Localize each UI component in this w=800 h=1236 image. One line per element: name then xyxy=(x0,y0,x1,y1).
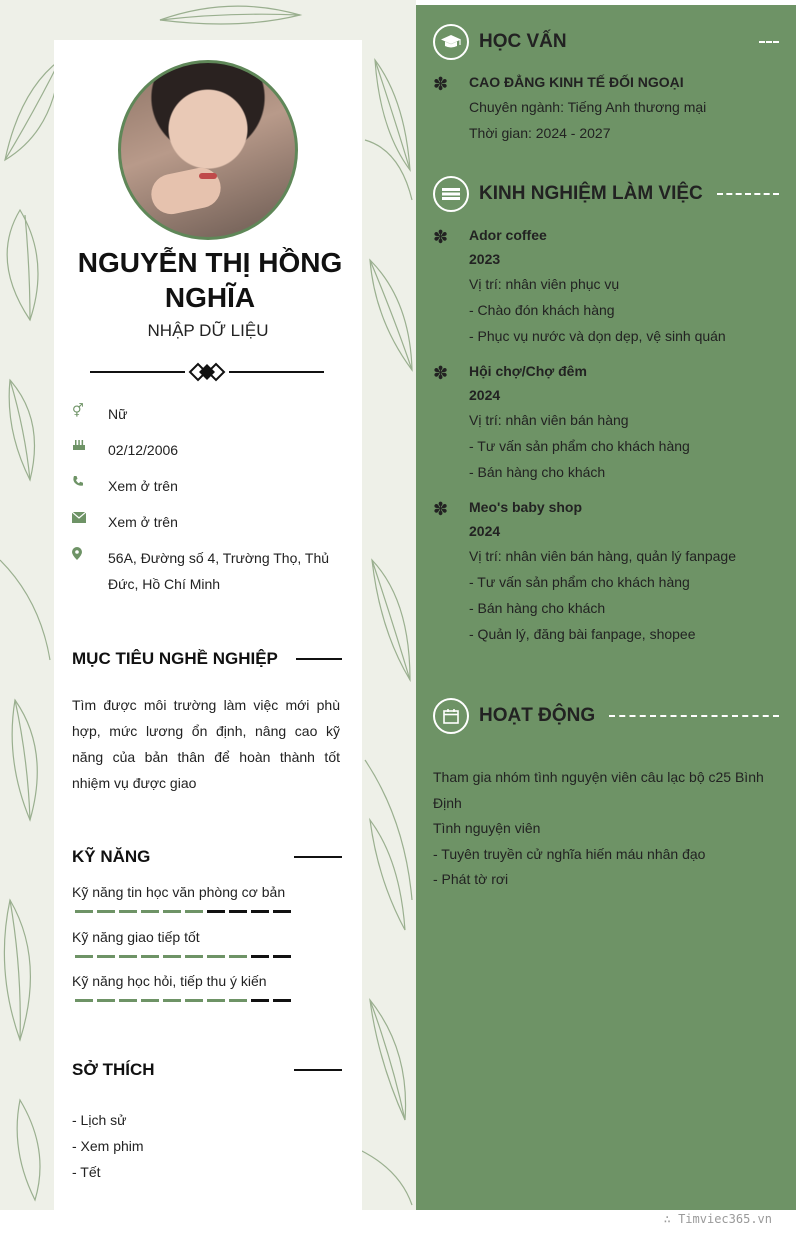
calendar-icon xyxy=(433,698,469,734)
hobby-item: - Xem phim xyxy=(72,1138,144,1154)
job-company: Ador coffee xyxy=(469,227,547,243)
education-time: Thời gian: 2024 - 2027 xyxy=(469,125,611,141)
job-line: - Phục vụ nước và dọn dẹp, vệ sinh quán xyxy=(469,328,726,344)
info-phone xyxy=(72,473,342,499)
skill-segment xyxy=(163,955,181,958)
skill-label: Kỹ năng học hỏi, tiếp thu ý kiến xyxy=(72,973,267,989)
job-line: - Tư vấn sản phẩm cho khách hàng xyxy=(469,438,690,454)
address-value: 56A, Đường số 4, Trường Thọ, Thủ Đức, Hồ Chí Minh xyxy=(108,550,330,592)
job-entry xyxy=(433,495,783,647)
skill-label: Kỹ năng tin học văn phòng cơ bản xyxy=(72,884,286,900)
experience-title: KINH NGHIỆM LÀM VIỆC xyxy=(479,183,703,204)
skill-segment xyxy=(141,910,159,913)
school-name: CAO ĐẲNG KINH TẾ ĐỐI NGOẠI xyxy=(469,74,684,90)
info-gender xyxy=(72,401,342,427)
job-line: - Bán hàng cho khách xyxy=(469,464,606,480)
briefcase-icon xyxy=(433,176,469,212)
job-line: - Chào đón khách hàng xyxy=(469,302,615,318)
skill-segment xyxy=(185,955,203,958)
skill-segment xyxy=(119,910,137,913)
job-entry xyxy=(433,359,783,485)
job-year: 2023 xyxy=(469,251,501,267)
phone-icon xyxy=(72,473,108,490)
info-email xyxy=(72,509,342,535)
skill-segment xyxy=(119,999,137,1002)
skill-level-bar xyxy=(75,999,342,1002)
flower-bullet-icon: ✽ xyxy=(433,227,449,247)
job-title: NHẬP DỮ LIỆU xyxy=(147,321,269,340)
job-line: Vị trí: nhân viên bán hàng xyxy=(469,412,629,428)
skill-segment xyxy=(273,955,291,958)
skill-segment xyxy=(207,910,225,913)
skill-label: Kỹ năng giao tiếp tốt xyxy=(72,929,200,945)
info-birthday xyxy=(72,437,342,463)
skill-segment xyxy=(97,910,115,913)
skill-segment xyxy=(163,910,181,913)
skill-segment xyxy=(251,955,269,958)
objective-title: MỤC TIÊU NGHỀ NGHIỆP xyxy=(72,649,278,668)
skill-segment xyxy=(229,955,247,958)
job-line: Vị trí: nhân viên bán hàng, quản lý fanpage xyxy=(469,548,736,564)
education-major: Chuyên ngành: Tiếng Anh thương mại xyxy=(469,99,707,115)
job-year: 2024 xyxy=(469,387,501,403)
envelope-icon xyxy=(72,509,108,526)
objective-text: Tìm được môi trường làm việc mới phù hợp, mức lương ổn định, nâng cao kỹ năng của bản thân để hoàn thành tốt nhiệm vụ được giao xyxy=(72,697,340,791)
avatar-mouth xyxy=(199,173,217,179)
objective-heading xyxy=(72,649,342,669)
hobby-item: - Lịch sử xyxy=(72,1112,127,1128)
skill-segment xyxy=(185,999,203,1002)
education-entry xyxy=(433,70,783,146)
skills-heading xyxy=(72,847,342,867)
phone-value[interactable]: Xem ở trên xyxy=(108,478,178,494)
activities-heading xyxy=(433,698,779,734)
activities-title: HOẠT ĐỘNG xyxy=(479,705,596,726)
activity-line: Tham gia nhóm tình nguyện viên câu lạc bộ c25 Bình Định xyxy=(433,769,764,811)
skill-segment xyxy=(273,999,291,1002)
job-line: - Tư vấn sản phẩm cho khách hàng xyxy=(469,574,690,590)
job-line: - Quản lý, đăng bài fanpage, shopee xyxy=(469,626,696,642)
skill-segment xyxy=(207,955,225,958)
skill-segment xyxy=(141,999,159,1002)
flower-bullet-icon: ✽ xyxy=(433,74,449,94)
education-dash xyxy=(759,41,779,43)
info-address xyxy=(72,545,342,597)
flower-bullet-icon: ✽ xyxy=(433,363,449,383)
skill-segment xyxy=(75,955,93,958)
hobbies-rule xyxy=(294,1069,342,1071)
education-heading xyxy=(433,24,779,60)
skill-level-bar xyxy=(75,955,342,958)
birthday-cake-icon xyxy=(72,437,108,454)
job-company: Hội chợ/Chợ đêm xyxy=(469,363,587,379)
activities-dash xyxy=(609,715,779,717)
skill-segment xyxy=(75,910,93,913)
skill-level-bar xyxy=(75,910,342,913)
hobbies-title: SỞ THÍCH xyxy=(72,1060,155,1079)
candidate-name: NGUYỄN THỊ HỒNG NGHĨA xyxy=(77,247,343,313)
skill-segment xyxy=(229,910,247,913)
map-pin-icon xyxy=(72,545,108,563)
skill-segment xyxy=(251,910,269,913)
skill-segment xyxy=(75,999,93,1002)
education-title: HỌC VẤN xyxy=(479,31,567,52)
birthday-value: 02/12/2006 xyxy=(108,442,179,458)
skill-item xyxy=(72,929,342,958)
skill-segment xyxy=(207,999,225,1002)
job-year: 2024 xyxy=(469,523,501,539)
footer-watermark[interactable]: ∴ Timviec365.vn xyxy=(663,1212,772,1226)
skill-segment xyxy=(119,955,137,958)
skills-rule xyxy=(294,856,342,858)
email-value[interactable]: Xem ở trên xyxy=(108,514,178,530)
skill-segment xyxy=(163,999,181,1002)
avatar xyxy=(118,60,298,240)
skill-segment xyxy=(97,955,115,958)
graduation-cap-icon xyxy=(433,24,469,60)
job-line: - Bán hàng cho khách xyxy=(469,600,606,616)
activities-list xyxy=(433,765,783,893)
skills-title: KỸ NĂNG xyxy=(72,847,151,866)
hobbies-heading xyxy=(72,1060,342,1080)
skill-segment xyxy=(229,999,247,1002)
gender-icon: ⚥ xyxy=(72,403,84,418)
skill-segment xyxy=(185,910,203,913)
gender-value: Nữ xyxy=(108,406,128,422)
experience-dash xyxy=(717,193,779,195)
job-company: Meo's baby shop xyxy=(469,499,583,515)
skill-segment xyxy=(251,999,269,1002)
hobbies-list xyxy=(72,1107,144,1185)
activity-line: Tình nguyện viên xyxy=(433,820,541,836)
skill-segment xyxy=(273,910,291,913)
objective-rule xyxy=(296,658,342,660)
activity-line: - Tuyên truyền cử nghĩa hiến máu nhân đạo xyxy=(433,845,706,862)
activity-line: - Phát tờ rơi xyxy=(433,871,509,887)
experience-heading xyxy=(433,176,779,212)
hobby-item: - Tết xyxy=(72,1164,101,1180)
job-line: Vị trí: nhân viên phục vụ xyxy=(469,276,620,292)
skill-segment xyxy=(141,955,159,958)
job-entry xyxy=(433,223,783,349)
skill-item xyxy=(72,884,342,913)
skill-item xyxy=(72,973,342,1002)
name-divider xyxy=(90,362,324,382)
skill-segment xyxy=(97,999,115,1002)
flower-bullet-icon: ✽ xyxy=(433,499,449,519)
